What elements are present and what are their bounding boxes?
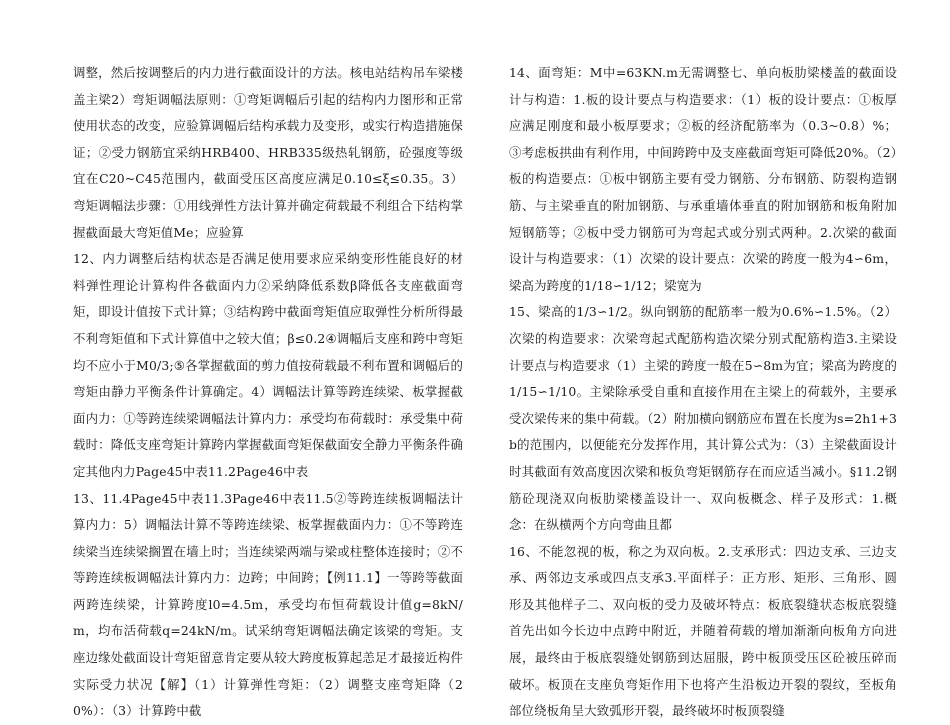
left-paragraph-1: 调整，然后按调整后的内力进行截面设计的方法。核电站结构吊车梁楼盖主梁2）弯矩调幅法原则：①弯矩调幅后引起的结构内力图形和正常使用状态的改变，应验算调幅后结构承载力及变形，或实行构造措施保证；②受力钢筋宜采纳HRB400、HRB335级热轧钢筋，砼强度等级宜在C20~C45范围内，截面受压区高度应满足0.10≤ξ≤0.35。3）弯矩调幅法步骤：①用线弹性方法计算并确定荷载最不利组合下结构掌握截面最大弯矩值Me；应验算 (73, 65, 463, 240)
left-paragraph-3: 13、11.4Page45中表11.3Page46中表11.5②等跨连续板调幅法计算内力：5）调幅法计算不等跨连续梁、板掌握截面内力：①不等跨连续梁当连续梁搁置在墙上时；当连续梁两端与梁或柱整体连接时；②不等跨连续板调幅法计算内力：边跨；中间跨；【例11.1】一等跨等截面两跨连续梁，计算跨度l0=4.5m，承受均布恒荷载设计值g=8kN/m，均布活荷载q=24kN/m。试采纳弯矩调幅法确定该梁的弯矩。支座边缘处截面设计弯矩留意肯定要从较大跨度板算起恙足才最接近构件实际受力状况【解】（1）计算弹性弯矩：（2）调整支座弯矩降（20%）：（3）计算跨中截 (73, 490, 463, 719)
right-text-column (509, 60, 897, 725)
left-text-column (73, 60, 463, 725)
right-paragraph-2: 15、梁高的1/3∽1/2。纵向钢筋的配筋率一般为0.6%∽1.5%。（2）次梁的构造要求：次梁弯起式配筋构造次梁分别式配筋构造3.主梁设计要点与构造要求（1）主梁的跨度一般在5∽8m为宜；梁高为跨度的1/15∽1/10。主梁除承受自重和直接作用在主梁上的荷载外，主要承受次梁传来的集中荷载。（2）附加横向钢筋应布置在长度为s=2h1+3b的范围内，以便能充分发挥作用，其计算公式为：（3）主梁截面设计时其截面有效高度因次梁和板负弯矩钢筋存在而应适当减小。§11.2钢筋砼现浇双向板肋梁楼盖设计一、双向板概念、样子及形式：1.概念：在纵横两个方向弯曲且都 (509, 304, 897, 533)
right-paragraph-1: 14、面弯矩：M中=63KN.m无需调整七、单向板肋梁楼盖的截面设计与构造：1.板的设计要点与构造要求：（1）板的设计要点：①板厚应满足刚度和最小板厚要求；②板的经济配筋率为（0.3~0.8）%；③考虑板拱曲有利作用，中间跨跨中及支座截面弯矩可降低20%。（2）板的构造要点：①板中钢筋主要有受力钢筋、分布钢筋、防裂构造钢筋、与主梁垂直的附加钢筋、与承重墙体垂直的附加钢筋和板角附加短钢筋等；②板中受力钢筋可为弯起式或分别式两种。2.次梁的截面设计与构造要求：（1）次梁的设计要点：次梁的跨度一般为4∽6m，梁高为跨度的1/18∽1/12；梁宽为 (509, 65, 897, 293)
left-paragraph-2: 12、内力调整后结构状态是否满足使用要求应采纳变形性能良好的材料弹性理论计算构件各截面内力②采纳降低系数β降低各支座截面弯矩，即设计值按下式计算；③结构跨中截面弯矩值应取弹性分析所得最不利弯矩值和下式计算值中之较大值；β≤0.2④调幅后支座和跨中弯矩均不应小于M0/3;⑤各掌握截面的剪力值按荷载最不利布置和调幅后的弯矩由静力平衡条件计算确定。4）调幅法计算等跨连续梁、板掌握截面内力：①等跨连续梁调幅法计算内力：承受均布荷载时：承受集中荷载时：降低支座弯矩计算跨内掌握截面弯矩保截面安全静力平衡条件确定其他内力Page45中表11.2Page46中表 (73, 251, 463, 479)
right-paragraph-3: 16、不能忽视的板，称之为双向板。2.支承形式：四边支承、三边支承、两邻边支承或四点支承3.平面样子：正方形、矩形、三角形、圆形及其他样子二、双向板的受力及破坏特点：板底裂缝状态板底裂缝首先出如今长边中点跨中附近，并随着荷载的增加渐渐向板角方向进展，最终由于板底裂缝处钢筋到达屈服，跨中板顶受压区砼被压碎而破坏。板顶在支座负弯矩作用下也将产生沿板边开裂的裂纹，至板角部位绕板角呈大致弧形开裂，最终破坏时板顶裂缝 (509, 543, 897, 719)
